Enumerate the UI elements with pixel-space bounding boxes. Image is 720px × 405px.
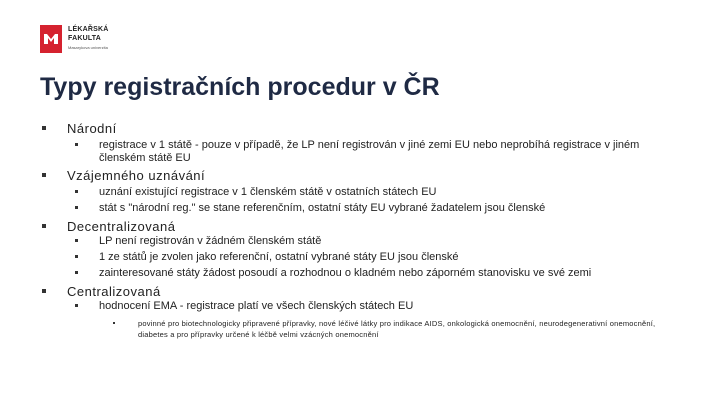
bullet-icon bbox=[113, 322, 115, 324]
bullet-icon bbox=[75, 255, 78, 258]
slide-title: Typy registračních procedur v ČR bbox=[40, 73, 440, 101]
heading-text: Decentralizovaná bbox=[67, 219, 176, 234]
bullet-icon bbox=[42, 289, 46, 293]
bullet-icon bbox=[75, 143, 78, 146]
sub-item-text: stát s "národní reg." se stane referenčním, ostatní státy EU vybrané žadatelem jsou členské bbox=[99, 202, 546, 214]
sub-sub-item-text: povinné pro biotechnologicky připravené přípravky, nové léčivé látky pro indikace AIDS, onkologická onemocnění, neurodegenerativní onemocnění, diabetes a pro přípravky určené k léčbě velmi vzácných onemocnění bbox=[138, 319, 656, 339]
heading-text: Centralizovaná bbox=[67, 284, 161, 299]
faculty-logo bbox=[40, 25, 109, 53]
bullet-icon bbox=[75, 304, 78, 307]
sub-item-text: LP není registrován v žádném členském státě bbox=[99, 235, 322, 247]
sub-item-text: 1 ze států je zvolen jako referenční, ostatní vybrané státy EU jsou členské bbox=[99, 251, 459, 263]
sub-item-text: hodnocení EMA - registrace platí ve všech členských státech EU bbox=[99, 300, 414, 312]
bullet-icon bbox=[75, 239, 78, 242]
bullet-icon bbox=[42, 224, 46, 228]
university-emblem-icon bbox=[40, 25, 62, 53]
heading-text: Národní bbox=[67, 121, 117, 136]
bullet-icon bbox=[75, 271, 78, 274]
bullet-icon bbox=[75, 206, 78, 209]
heading-text: Vzájemného uznávání bbox=[67, 168, 206, 183]
bullet-icon bbox=[42, 173, 46, 177]
logo-text-line1: LÉKAŘSKÁ bbox=[68, 26, 109, 33]
sub-item-text: uznání existující registrace v 1 členském státě v ostatních státech EU bbox=[99, 186, 437, 198]
logo-subtitle: Masarykova univerzita bbox=[68, 45, 108, 50]
sub-item-text: zainteresované státy žádost posoudí a rozhodnou o kladném nebo záporném stanovisku ve své zemi bbox=[99, 267, 592, 279]
bullet-icon bbox=[75, 190, 78, 193]
sub-item-text: registrace v 1 státě - pouze v případě, že LP není registrován v jiné zemi EU nebo neprobíhá registrace v jiném členském státě EU bbox=[99, 139, 640, 164]
bullet-icon bbox=[42, 126, 46, 130]
logo-text-line2: FAKULTA bbox=[68, 35, 102, 42]
